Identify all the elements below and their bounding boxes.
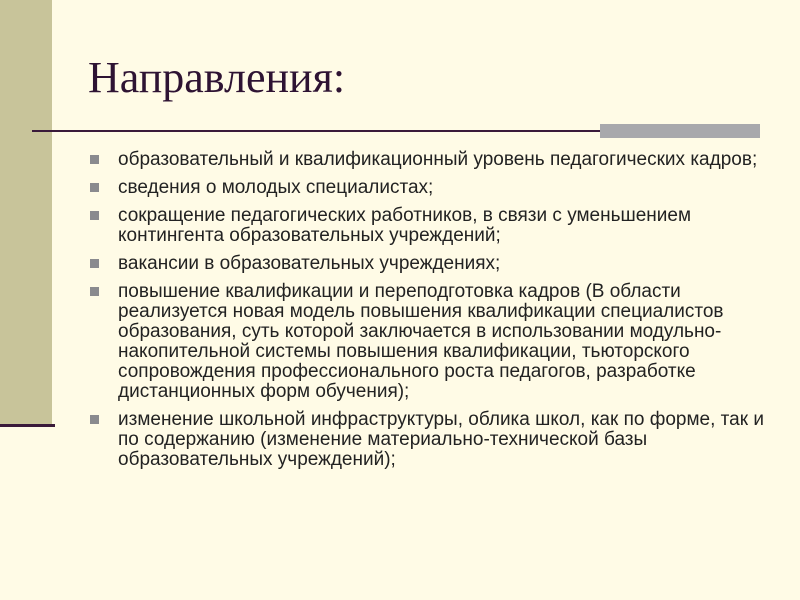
bullet-text: сокращение педагогических работников, в связи с уменьшением контингента образовательных учреждений; (118, 205, 692, 246)
square-bullet-icon (90, 183, 99, 192)
left-accent-band (0, 0, 52, 424)
square-bullet-icon (90, 259, 99, 268)
square-bullet-icon (90, 155, 99, 164)
bullet-item (90, 410, 770, 470)
bullet-item (90, 254, 770, 274)
bullet-text: вакансии в образовательных учреждениях; (118, 253, 501, 274)
bullet-item (90, 206, 770, 246)
bullet-text: повышение квалификации и переподготовка кадров (В области реализуется новая модель повышения квалификации специалистов образования, суть которой заключается в использовании модульно-накопительной системы повышения квалификации, тьюторского сопровождения профессионального роста педагогов, разработке дистанционных форм обучения); (118, 281, 724, 402)
bullet-list (90, 150, 770, 478)
square-bullet-icon (90, 211, 99, 220)
bullet-text: изменение школьной инфраструктуры, облика школ, как по форме, так и по содержанию (изменение материально-технической базы образовательных учреждений); (118, 409, 764, 470)
bullet-item (90, 282, 770, 402)
bullet-text: образовательный и квалификационный уровень педагогических кадров; (118, 149, 758, 170)
square-bullet-icon (90, 415, 99, 424)
square-bullet-icon (90, 287, 99, 296)
slide-title: Направления: (88, 53, 346, 102)
bullet-item (90, 150, 770, 170)
bullet-text: сведения о молодых специалистах; (118, 177, 434, 198)
bullet-item (90, 178, 770, 198)
left-accent-underline (0, 424, 55, 427)
divider-accent-block (600, 124, 760, 138)
